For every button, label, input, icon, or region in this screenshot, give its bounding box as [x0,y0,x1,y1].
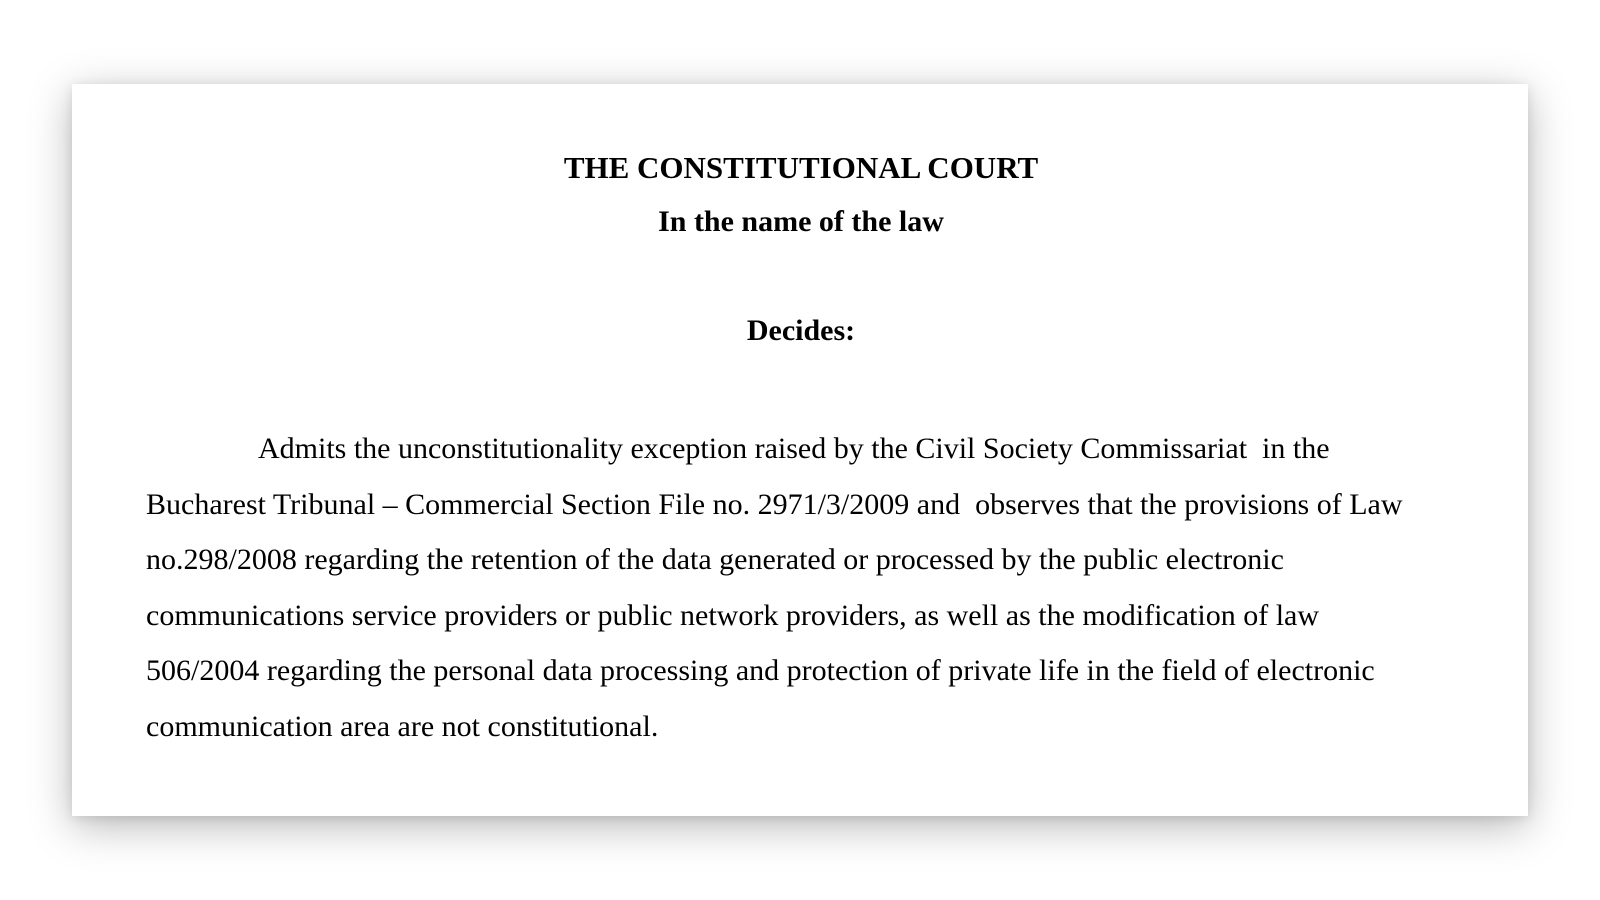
document-page [72,84,1528,816]
decision-label: Decides: [746,314,856,347]
court-subheading: In the name of the law [658,205,944,238]
ruling-paragraph: Admits the unconstitutionality exception raised by the Civil Society Commissariat in the Bucharest Tribunal – Commercial Section File no. 2971/3/2009 and observes that the provisions of Law no.298/2008 regarding the retention of the data generated or processed by the public electronic communications service providers or public network providers, as well as the modification of law 506/2004 regarding the personal data processing and protection of private life in the field of electronic communication area are not constitutional. [146,432,1410,743]
court-heading: THE CONSTITUTIONAL COURT [563,150,1039,185]
